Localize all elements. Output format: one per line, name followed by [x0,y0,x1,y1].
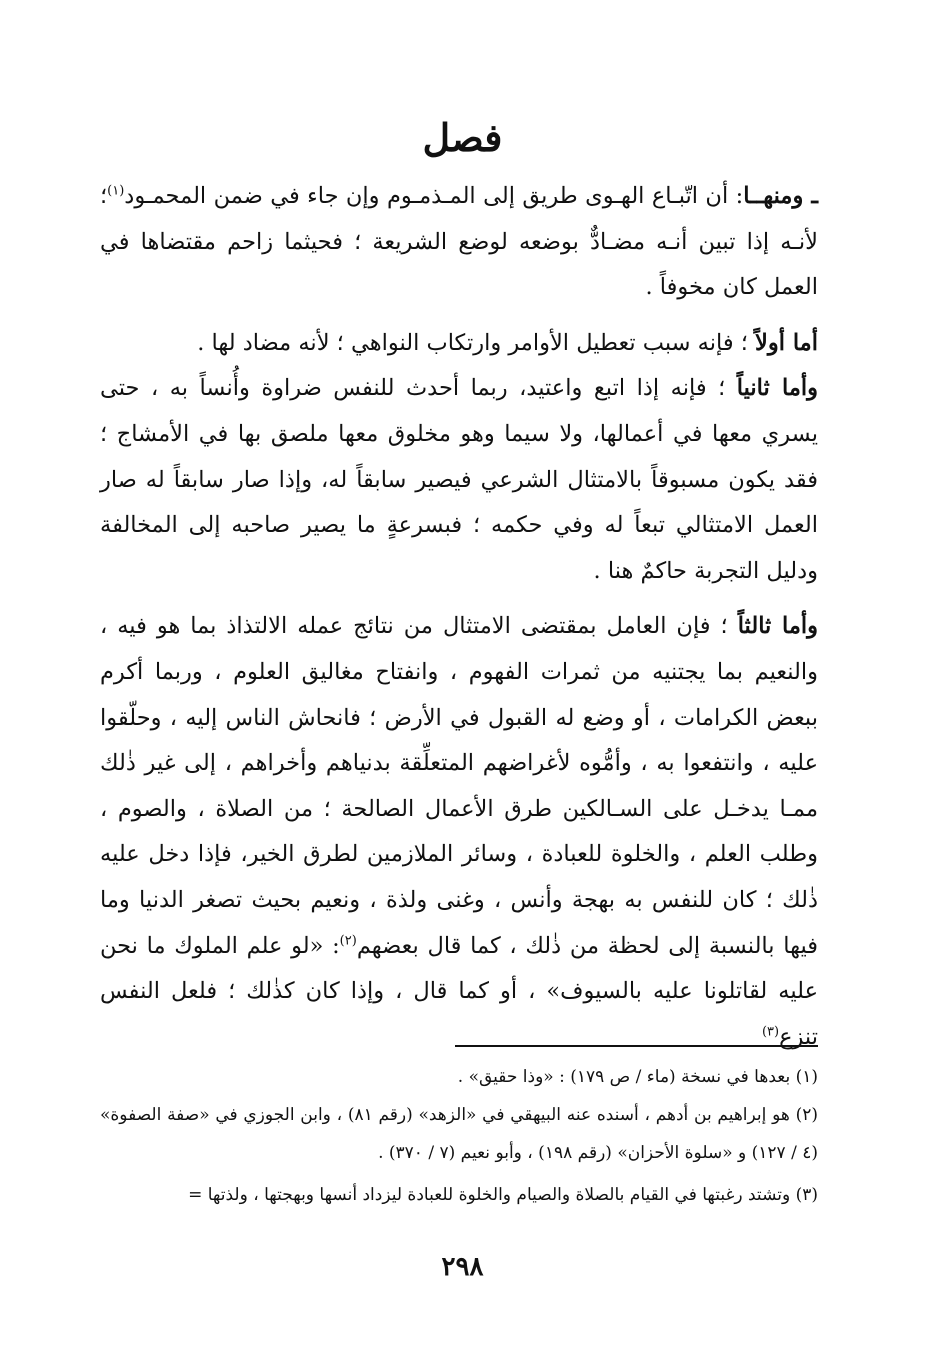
paragraph-lead: أما أولاً [755,329,818,356]
paragraph-text-cont: : «لو علم الملوك ما نحن عليه لقاتلونا عليه بالسيوف» ، أو كما قال ، وإذا كان كذٰلك ؛ فلعل النفس تنزع [100,932,818,1050]
footnote-3: (٣) وتشتد رغبتها في القيام بالصلاة والصيام والخلوة للعبادة ليزداد أنسها وبهجتها ، ولذتها = [188,1185,818,1205]
paragraph-2 [100,321,818,367]
paragraph-text: ؛ فإن العامل بمقتضى الامتثال من نتائج عمله الالتذاذ بما هو فيه ، والنعيم بما يجتنيه من ثمرات الفهوم ، وانفتاح مغاليق العلوم ، وربما أكرم ببعض الكرامات ، أو وضع له القبول في الأرض ؛ فانحاش الناس إليه ، وحلّقوا عليه ، وانتفعوا به ، وأمُّوه لأغراضهم المتعلِّقة بدنياهم وأخراهم ، إلى غير ذٰلك ممـا يدخـل على السـالكين طرق الأعمال الصالحة ؛ من الصلاة ، والصوم ، وطلب العلم ، والخلوة للعبادة ، وسائر الملازمين لطرق الخير، فإذا دخل عليه ذٰلك ؛ كان للنفس به بهجة وأنس ، وغنى ولذة ، ونعيم بحيث تصغر الدنيا وما فيها بالنسبة إلى لحظة من ذٰلك ، كما قال بعضهم [100,613,818,959]
footnote-ref-1: (١) [107,183,125,199]
page-number: ٢٩٨ [441,1252,484,1282]
paragraph-lead: وأما ثالثاً [737,613,818,640]
footnotes [100,1058,818,1214]
paragraph-lead: وأما ثانياً [736,375,819,402]
paragraph-lead: ـ ومنهــا [743,183,818,209]
footnote-1: (١) بعدها في نسخة (ماء / ص ١٧٩) : «وذا حقيق» . [457,1067,818,1087]
paragraph-text: ؛ فإنه سبب تعطيل الأوامر وارتكاب النواهي ؛ لأنه مضاد لها . [197,329,748,356]
footnote-divider [455,1045,818,1047]
section-title: فصل [422,115,503,160]
paragraph-3 [100,366,818,594]
paragraph-text: : أن اتّبـاع الهـوى طريق إلى المـذمـوم وإن جاء في ضمن المحمـود [124,183,744,209]
main-text [100,174,818,1060]
paragraph-text: ؛ فإنه إذا اتبع واعتيد، ربما أحدث للنفس ضراوة وأُنساً به ، حتى يسري معها في أعمالها، ولا سيما وهو مخلوق معها ملصق بها في الأمشاج ؛ فقد يكون مسبوقاً بالامتثال الشرعي فيصير سابقاً له، وإذا صار سابقاً له صار العمل الامتثالي تبعاً له وفي حكمه ؛ فبسرعةٍ ما يصير صاحبه إلى المخالفة ودليل التجربة حاكمٌ هنا . [100,375,818,584]
paragraph-4 [100,604,818,1060]
paragraph-1 [100,174,818,311]
paragraph-text-cont: ؛ لأنـه إذا تبين أنـه مضـادٌّ بوضعه لوضع الشريعة ؛ فحيثما زاحم مقتضاها في العمل كان مخوفاً . [100,183,818,301]
footnote-2: (٢) هو إبراهيم بن أدهم ، أسنده عنه البيهقي في «الزهد» (رقم ٨١) ، وابن الجوزي في «صفة الصفوة» (٤ / ١٢٧) و «سلوة الأحزان» (رقم ١٩٨) ، وأبو نعيم (٧ / ٣٧٠) . [100,1105,818,1163]
footnote-ref-3: (٣) [761,1024,780,1040]
footnote-ref-2: (٢) [339,933,357,948]
